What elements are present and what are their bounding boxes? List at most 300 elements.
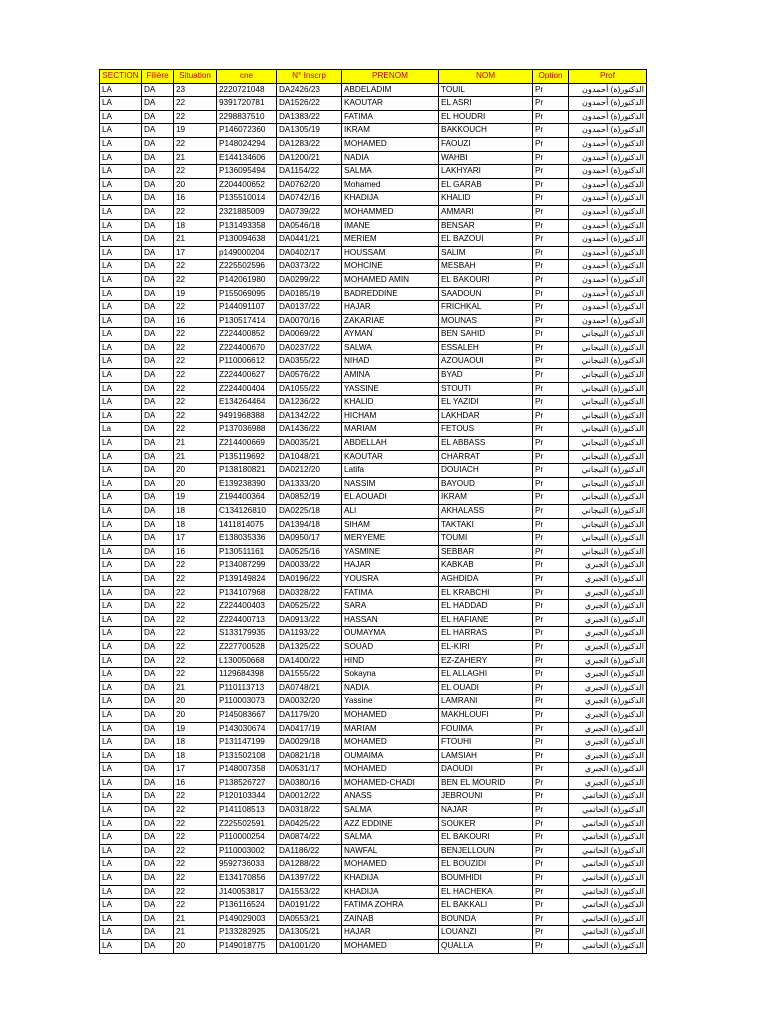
cell-section: LA — [100, 695, 142, 709]
cell-prenom: MOHAMED — [342, 137, 439, 151]
table-row — [100, 464, 647, 478]
cell-filiere: DA — [142, 396, 174, 410]
cell-filiere: DA — [142, 545, 174, 559]
cell-nom: JEBROUNI — [439, 790, 533, 804]
cell-situation: 22 — [174, 640, 217, 654]
cell-option: Pr — [533, 178, 569, 192]
cell-section: LA — [100, 437, 142, 451]
cell-filiere: DA — [142, 572, 174, 586]
cell-n-inscrp: DA1055/22 — [277, 382, 342, 396]
cell-section: LA — [100, 151, 142, 165]
column-header-filiere: Filière — [142, 70, 174, 84]
cell-prof: الدكتور(ة) الجبري — [569, 736, 647, 750]
cell-prenom: IKRAM — [342, 124, 439, 138]
cell-section: LA — [100, 586, 142, 600]
table-row — [100, 668, 647, 682]
cell-section: LA — [100, 219, 142, 233]
cell-n-inscrp: DA0373/22 — [277, 260, 342, 274]
table-row — [100, 491, 647, 505]
cell-cne: P134087299 — [217, 559, 277, 573]
cell-option: Pr — [533, 654, 569, 668]
cell-option: Pr — [533, 83, 569, 97]
cell-section: LA — [100, 600, 142, 614]
cell-cne: Z224400404 — [217, 382, 277, 396]
table-row — [100, 736, 647, 750]
table-row — [100, 437, 647, 451]
table-row — [100, 749, 647, 763]
cell-situation: 18 — [174, 518, 217, 532]
cell-situation: 20 — [174, 477, 217, 491]
cell-section: LA — [100, 749, 142, 763]
cell-section: LA — [100, 572, 142, 586]
cell-nom: FETOUS — [439, 423, 533, 437]
cell-section: LA — [100, 627, 142, 641]
cell-nom: LAKHYARI — [439, 165, 533, 179]
cell-cne: 1411814075 — [217, 518, 277, 532]
table-row — [100, 545, 647, 559]
cell-prenom: MOHAMED AMIN — [342, 273, 439, 287]
cell-prof: الدكتور(ة) الحاتمي — [569, 804, 647, 818]
cell-prof: الدكتور(ة) أحمدون — [569, 233, 647, 247]
cell-nom: EL ALLAGHI — [439, 668, 533, 682]
cell-nom: BEN EL MOURID — [439, 776, 533, 790]
cell-nom: BOUNDA — [439, 912, 533, 926]
cell-nom: SOUKER — [439, 817, 533, 831]
cell-cne: P135119692 — [217, 450, 277, 464]
cell-option: Pr — [533, 137, 569, 151]
cell-option: Pr — [533, 341, 569, 355]
cell-nom: EL BOUZIDI — [439, 858, 533, 872]
table-row — [100, 559, 647, 573]
cell-situation: 22 — [174, 382, 217, 396]
cell-prenom: KAOUTAR — [342, 450, 439, 464]
cell-section: LA — [100, 137, 142, 151]
cell-filiere: DA — [142, 912, 174, 926]
cell-cne: Z224400627 — [217, 369, 277, 383]
cell-section: LA — [100, 559, 142, 573]
cell-situation: 21 — [174, 912, 217, 926]
cell-section: LA — [100, 178, 142, 192]
cell-nom: EL YAZIDI — [439, 396, 533, 410]
cell-situation: 17 — [174, 246, 217, 260]
table-row — [100, 409, 647, 423]
cell-filiere: DA — [142, 790, 174, 804]
cell-filiere: DA — [142, 940, 174, 954]
cell-prof: الدكتور(ة) التيجاني — [569, 464, 647, 478]
cell-section: LA — [100, 246, 142, 260]
cell-situation: 16 — [174, 776, 217, 790]
column-header-section: SECTION — [100, 70, 142, 84]
cell-option: Pr — [533, 233, 569, 247]
cell-n-inscrp: DA0328/22 — [277, 586, 342, 600]
cell-situation: 22 — [174, 872, 217, 886]
cell-option: Pr — [533, 804, 569, 818]
table-row — [100, 137, 647, 151]
cell-prenom: SIHAM — [342, 518, 439, 532]
cell-n-inscrp: DA0950/17 — [277, 532, 342, 546]
cell-cne: P143030674 — [217, 722, 277, 736]
cell-situation: 22 — [174, 205, 217, 219]
cell-option: Pr — [533, 165, 569, 179]
cell-prof: الدكتور(ة) الجبري — [569, 627, 647, 641]
cell-n-inscrp: DA0874/22 — [277, 831, 342, 845]
cell-prof: الدكتور(ة) الحاتمي — [569, 912, 647, 926]
cell-cne: 2298837510 — [217, 110, 277, 124]
cell-cne: P110006612 — [217, 355, 277, 369]
cell-nom: BEN SAHID — [439, 328, 533, 342]
cell-prof: الدكتور(ة) التيجاني — [569, 382, 647, 396]
cell-filiere: DA — [142, 287, 174, 301]
table-row — [100, 613, 647, 627]
cell-filiere: DA — [142, 369, 174, 383]
cell-n-inscrp: DA0402/17 — [277, 246, 342, 260]
cell-nom: SALIM — [439, 246, 533, 260]
cell-cne: Z225502591 — [217, 817, 277, 831]
cell-option: Pr — [533, 559, 569, 573]
table-row — [100, 899, 647, 913]
cell-section: LA — [100, 97, 142, 111]
cell-situation: 18 — [174, 736, 217, 750]
cell-filiere: DA — [142, 532, 174, 546]
cell-prenom: SOUAD — [342, 640, 439, 654]
table-row — [100, 572, 647, 586]
cell-prof: الدكتور(ة) الجبري — [569, 654, 647, 668]
cell-n-inscrp: DA0032/20 — [277, 695, 342, 709]
cell-prof: الدكتور(ة) الحاتمي — [569, 858, 647, 872]
cell-nom: MAKHLOUFI — [439, 708, 533, 722]
cell-filiere: DA — [142, 831, 174, 845]
cell-section: LA — [100, 273, 142, 287]
cell-n-inscrp: DA0035/21 — [277, 437, 342, 451]
cell-cne: P139149824 — [217, 572, 277, 586]
cell-prenom: OUMAIMA — [342, 749, 439, 763]
cell-section: LA — [100, 491, 142, 505]
cell-situation: 22 — [174, 654, 217, 668]
cell-filiere: DA — [142, 437, 174, 451]
cell-prenom: SARA — [342, 600, 439, 614]
cell-filiere: DA — [142, 178, 174, 192]
cell-prenom: ABDELLAH — [342, 437, 439, 451]
cell-option: Pr — [533, 858, 569, 872]
cell-section: LA — [100, 817, 142, 831]
cell-situation: 18 — [174, 219, 217, 233]
cell-n-inscrp: DA1048/21 — [277, 450, 342, 464]
cell-prof: الدكتور(ة) الحاتمي — [569, 844, 647, 858]
cell-nom: AGHDIDA — [439, 572, 533, 586]
cell-option: Pr — [533, 464, 569, 478]
cell-prof: الدكتور(ة) التيجاني — [569, 477, 647, 491]
cell-prenom: Yassine — [342, 695, 439, 709]
cell-prenom: HAJAR — [342, 926, 439, 940]
cell-filiere: DA — [142, 586, 174, 600]
table-row — [100, 872, 647, 886]
cell-situation: 20 — [174, 178, 217, 192]
table-row — [100, 817, 647, 831]
cell-option: Pr — [533, 328, 569, 342]
cell-nom: FTOUHI — [439, 736, 533, 750]
cell-filiere: DA — [142, 341, 174, 355]
cell-filiere: DA — [142, 518, 174, 532]
cell-n-inscrp: DA0069/22 — [277, 328, 342, 342]
cell-prenom: EL AOUADI — [342, 491, 439, 505]
cell-option: Pr — [533, 205, 569, 219]
cell-n-inscrp: DA1553/22 — [277, 885, 342, 899]
cell-nom: EL HACHEKA — [439, 885, 533, 899]
cell-option: Pr — [533, 110, 569, 124]
cell-prof: الدكتور(ة) التيجاني — [569, 450, 647, 464]
cell-situation: 22 — [174, 409, 217, 423]
cell-option: Pr — [533, 409, 569, 423]
cell-situation: 20 — [174, 940, 217, 954]
cell-prenom: NIHAD — [342, 355, 439, 369]
cell-prof: الدكتور(ة) أحمدون — [569, 314, 647, 328]
cell-section: LA — [100, 722, 142, 736]
cell-section: LA — [100, 654, 142, 668]
cell-filiere: DA — [142, 844, 174, 858]
cell-prenom: MOHAMED-CHADI — [342, 776, 439, 790]
cell-section: LA — [100, 912, 142, 926]
cell-nom: KHALID — [439, 192, 533, 206]
column-header-situation: Situation — [174, 70, 217, 84]
table-row — [100, 885, 647, 899]
cell-filiere: DA — [142, 124, 174, 138]
cell-prof: الدكتور(ة) التيجاني — [569, 505, 647, 519]
cell-option: Pr — [533, 572, 569, 586]
cell-n-inscrp: DA0225/18 — [277, 505, 342, 519]
table-row — [100, 287, 647, 301]
cell-n-inscrp: DA1200/21 — [277, 151, 342, 165]
cell-nom: KABKAB — [439, 559, 533, 573]
cell-situation: 22 — [174, 790, 217, 804]
cell-section: LA — [100, 885, 142, 899]
table-row — [100, 640, 647, 654]
cell-situation: 22 — [174, 804, 217, 818]
cell-section: LA — [100, 844, 142, 858]
cell-n-inscrp: DA0318/22 — [277, 804, 342, 818]
cell-option: Pr — [533, 763, 569, 777]
cell-prenom: AZZ EDDINE — [342, 817, 439, 831]
cell-prenom: HAJAR — [342, 301, 439, 315]
cell-prenom: NAWFAL — [342, 844, 439, 858]
table-row — [100, 83, 647, 97]
cell-nom: LOUANZI — [439, 926, 533, 940]
cell-n-inscrp: DA0380/16 — [277, 776, 342, 790]
cell-section: LA — [100, 899, 142, 913]
table-row — [100, 314, 647, 328]
cell-cne: P120103344 — [217, 790, 277, 804]
cell-nom: BOUMHIDI — [439, 872, 533, 886]
cell-nom: SAADOUN — [439, 287, 533, 301]
cell-prof: الدكتور(ة) الجبري — [569, 776, 647, 790]
cell-option: Pr — [533, 640, 569, 654]
table-row — [100, 790, 647, 804]
cell-situation: 22 — [174, 627, 217, 641]
cell-prof: الدكتور(ة) التيجاني — [569, 355, 647, 369]
cell-n-inscrp: DA1436/22 — [277, 423, 342, 437]
cell-filiere: DA — [142, 314, 174, 328]
cell-prof: الدكتور(ة) الحاتمي — [569, 831, 647, 845]
cell-n-inscrp: DA1342/22 — [277, 409, 342, 423]
table-row — [100, 110, 647, 124]
table-row — [100, 586, 647, 600]
cell-prof: الدكتور(ة) التيجاني — [569, 396, 647, 410]
table-row — [100, 505, 647, 519]
cell-filiere: DA — [142, 776, 174, 790]
cell-prof: الدكتور(ة) الجبري — [569, 763, 647, 777]
cell-prof: الدكتور(ة) الجبري — [569, 640, 647, 654]
cell-n-inscrp: DA0913/22 — [277, 613, 342, 627]
cell-filiere: DA — [142, 165, 174, 179]
cell-option: Pr — [533, 369, 569, 383]
cell-section: LA — [100, 233, 142, 247]
cell-filiere: DA — [142, 491, 174, 505]
cell-situation: 20 — [174, 695, 217, 709]
cell-prof: الدكتور(ة) الحاتمي — [569, 790, 647, 804]
cell-nom: CHARRAT — [439, 450, 533, 464]
cell-prenom: SALWA — [342, 341, 439, 355]
cell-section: LA — [100, 640, 142, 654]
cell-n-inscrp: DA1305/21 — [277, 926, 342, 940]
cell-prof: الدكتور(ة) أحمدون — [569, 287, 647, 301]
cell-prenom: KHALID — [342, 396, 439, 410]
cell-n-inscrp: DA1288/22 — [277, 858, 342, 872]
cell-n-inscrp: DA2426/23 — [277, 83, 342, 97]
cell-section: LA — [100, 613, 142, 627]
cell-filiere: DA — [142, 328, 174, 342]
cell-option: Pr — [533, 899, 569, 913]
cell-prof: الدكتور(ة) التيجاني — [569, 518, 647, 532]
cell-cne: P134107968 — [217, 586, 277, 600]
cell-filiere: DA — [142, 273, 174, 287]
cell-prenom: YOUSRA — [342, 572, 439, 586]
cell-situation: 18 — [174, 505, 217, 519]
cell-prof: الدكتور(ة) أحمدون — [569, 151, 647, 165]
table-row — [100, 518, 647, 532]
cell-prenom: OUMAYMA — [342, 627, 439, 641]
cell-situation: 22 — [174, 423, 217, 437]
cell-filiere: DA — [142, 97, 174, 111]
cell-option: Pr — [533, 423, 569, 437]
cell-cne: P155069095 — [217, 287, 277, 301]
table-row — [100, 369, 647, 383]
cell-option: Pr — [533, 885, 569, 899]
cell-n-inscrp: DA0748/21 — [277, 681, 342, 695]
cell-prenom: YASMINE — [342, 545, 439, 559]
table-row — [100, 328, 647, 342]
cell-option: Pr — [533, 681, 569, 695]
cell-nom: DAOUDI — [439, 763, 533, 777]
cell-cne: 1129684398 — [217, 668, 277, 682]
cell-nom: ESSALEH — [439, 341, 533, 355]
cell-prof: الدكتور(ة) الجبري — [569, 668, 647, 682]
cell-cne: E134170856 — [217, 872, 277, 886]
cell-situation: 22 — [174, 899, 217, 913]
cell-option: Pr — [533, 872, 569, 886]
cell-situation: 22 — [174, 559, 217, 573]
table-row — [100, 355, 647, 369]
cell-nom: EL BAZOUI — [439, 233, 533, 247]
cell-n-inscrp: DA1325/22 — [277, 640, 342, 654]
column-header-n-inscrp: N° Inscrp — [277, 70, 342, 84]
table-row — [100, 178, 647, 192]
cell-section: LA — [100, 790, 142, 804]
cell-cne: P130517414 — [217, 314, 277, 328]
cell-n-inscrp: DA1394/18 — [277, 518, 342, 532]
cell-prof: الدكتور(ة) الجبري — [569, 695, 647, 709]
cell-prof: الدكتور(ة) أحمدون — [569, 83, 647, 97]
cell-cne: P110000254 — [217, 831, 277, 845]
cell-section: LA — [100, 804, 142, 818]
cell-section: LA — [100, 355, 142, 369]
cell-cne: P138180821 — [217, 464, 277, 478]
cell-option: Pr — [533, 437, 569, 451]
cell-section: LA — [100, 110, 142, 124]
cell-filiere: DA — [142, 627, 174, 641]
table-row — [100, 219, 647, 233]
cell-prof: الدكتور(ة) الحاتمي — [569, 885, 647, 899]
cell-situation: 20 — [174, 708, 217, 722]
column-header-prenom: PRENOM — [342, 70, 439, 84]
cell-situation: 22 — [174, 301, 217, 315]
cell-n-inscrp: DA0012/22 — [277, 790, 342, 804]
cell-prof: الدكتور(ة) الحاتمي — [569, 872, 647, 886]
cell-n-inscrp: DA0237/22 — [277, 341, 342, 355]
cell-filiere: DA — [142, 355, 174, 369]
cell-filiere: DA — [142, 151, 174, 165]
cell-cne: C134126810 — [217, 505, 277, 519]
cell-nom: EL GARAB — [439, 178, 533, 192]
cell-option: Pr — [533, 776, 569, 790]
cell-cne: Z224400403 — [217, 600, 277, 614]
cell-n-inscrp: DA0299/22 — [277, 273, 342, 287]
cell-cne: S133179935 — [217, 627, 277, 641]
cell-cne: 9391720781 — [217, 97, 277, 111]
cell-filiere: DA — [142, 668, 174, 682]
cell-prenom: ALI — [342, 505, 439, 519]
cell-nom: EL HOUDRI — [439, 110, 533, 124]
cell-section: LA — [100, 192, 142, 206]
table-row — [100, 708, 647, 722]
table-row — [100, 654, 647, 668]
cell-filiere: DA — [142, 613, 174, 627]
cell-nom: FAOUZI — [439, 137, 533, 151]
cell-nom: EL BAKOURI — [439, 273, 533, 287]
cell-option: Pr — [533, 260, 569, 274]
cell-prof: الدكتور(ة) الحاتمي — [569, 926, 647, 940]
cell-prenom: NASSIM — [342, 477, 439, 491]
cell-filiere: DA — [142, 409, 174, 423]
cell-cne: Z204400652 — [217, 178, 277, 192]
cell-nom: AKHALASS — [439, 505, 533, 519]
cell-situation: 17 — [174, 532, 217, 546]
cell-nom: TOUMI — [439, 532, 533, 546]
cell-filiere: DA — [142, 749, 174, 763]
cell-section: LA — [100, 369, 142, 383]
cell-prof: الدكتور(ة) الجبري — [569, 708, 647, 722]
cell-nom: EL OUADI — [439, 681, 533, 695]
cell-cne: P136116524 — [217, 899, 277, 913]
table-row — [100, 97, 647, 111]
cell-filiere: DA — [142, 681, 174, 695]
cell-option: Pr — [533, 124, 569, 138]
cell-prenom: KAOUTAR — [342, 97, 439, 111]
cell-situation: 21 — [174, 151, 217, 165]
cell-situation: 22 — [174, 831, 217, 845]
cell-n-inscrp: DA0212/20 — [277, 464, 342, 478]
cell-section: LA — [100, 668, 142, 682]
table-row — [100, 600, 647, 614]
cell-cne: P144091107 — [217, 301, 277, 315]
